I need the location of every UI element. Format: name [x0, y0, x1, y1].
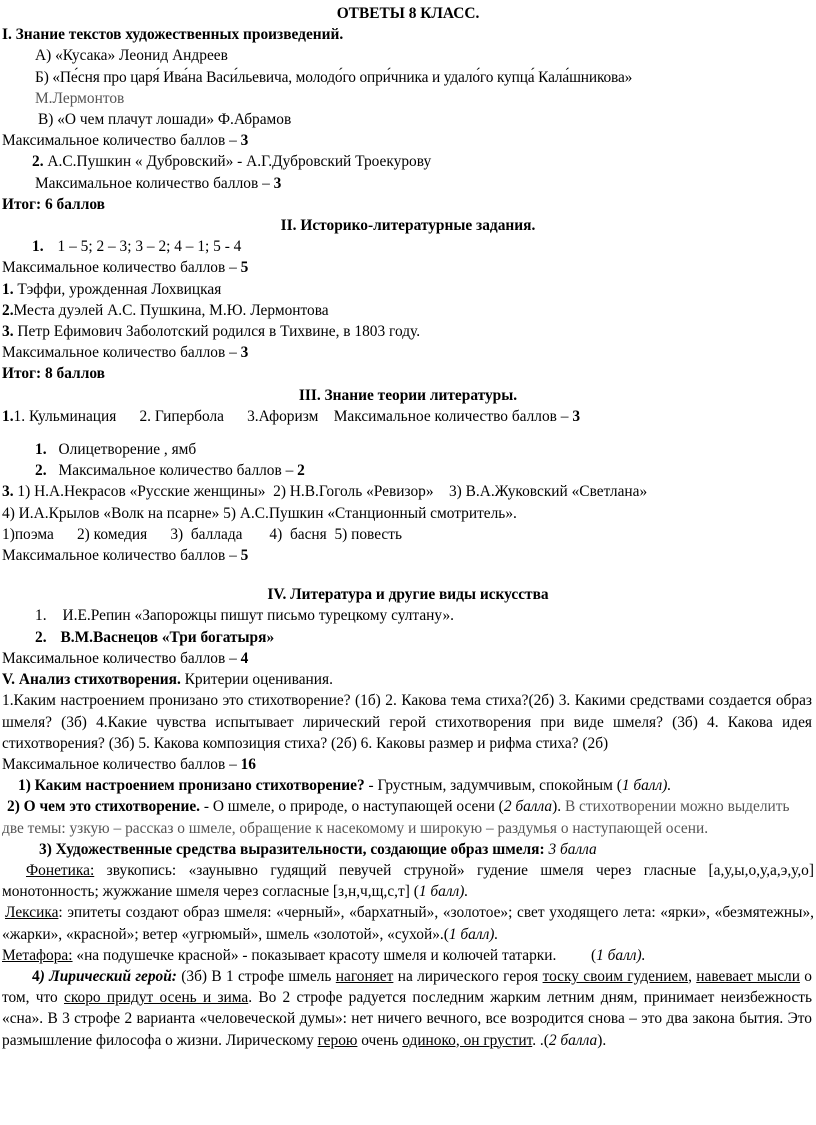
section-2-heading: II. Историко-литературные задания. — [280, 217, 536, 235]
score-text: 2 балла — [548, 1031, 598, 1049]
answer-line — [2, 481, 814, 502]
section-2-total: Итог: 8 баллов — [2, 365, 105, 383]
list-number: 1. — [2, 280, 14, 298]
answer-a: А) «Кусака» Леонид Андреев — [35, 47, 228, 65]
answer-line — [2, 300, 814, 321]
answer-text: - О шмеле, о природе, о наступающей осени ( — [200, 798, 504, 816]
max-score-label: Максимальное количество баллов – — [35, 174, 274, 192]
max-score-line — [2, 173, 814, 194]
underlined-phrase: навевает мысли — [696, 967, 800, 985]
max-score-line — [2, 342, 814, 363]
list-item — [2, 605, 814, 626]
metaphor-paragraph — [2, 945, 814, 966]
matching-text: 1 – 5; 2 – 3; 3 – 2; 4 – 1; 5 - 4 — [57, 238, 242, 256]
list-item — [2, 627, 814, 648]
question-number: 2. — [32, 153, 44, 171]
max-score-value: 5 — [240, 547, 249, 565]
max-score-label: Максимальное количество баллов – — [2, 259, 241, 277]
max-score-line — [2, 648, 814, 669]
phonetics-paragraph — [2, 860, 814, 902]
question-2-text: А.С.Пушкин « Дубровский» - А.Г.Дубровский Троекурову — [43, 153, 432, 171]
answer-text: Места дуэлей А.С. Пушкина, М.Ю. Лермонтова — [13, 301, 329, 319]
question-text: 3) Художественные средства выразительности, создающие образ шмеля: — [39, 840, 545, 858]
answer-text: - Грустным, задумчивым, спокойным ( — [364, 777, 622, 795]
analysis-answer-1 — [2, 775, 814, 796]
page-title: ОТВЕТЫ 8 КЛАСС. — [336, 5, 480, 22]
section-5-title: V. Анализ стихотворения. — [2, 671, 181, 689]
matching-answer — [2, 236, 814, 257]
max-score-value: 2 — [297, 462, 305, 480]
paragraph-text: (3б) В 1 строфе шмель — [176, 967, 336, 985]
max-score-value: 3 — [240, 344, 249, 362]
max-score-label: Максимальное количество баллов – — [2, 547, 241, 565]
paragraph-text: «на подушечке красной» - показывает красоту шмеля и колючей татарки. ( — [72, 946, 597, 964]
analysis-answer-3 — [2, 839, 814, 860]
score-text: 1 балл). — [621, 777, 672, 795]
max-score-value: 5 — [240, 259, 249, 277]
max-score-line — [2, 545, 814, 566]
term-label: Метафора: — [2, 946, 73, 964]
score-text: 1 балл). — [448, 925, 499, 943]
score-text: 3 балла — [544, 840, 597, 858]
paragraph-text: , — [688, 967, 697, 985]
answer-text: 1) Н.А.Некрасов «Русские женщины» 2) Н.В.Гоголь «Ревизор» 3) В.А.Жуковский «Светлана» — [13, 483, 648, 501]
max-score-value: 3 — [572, 407, 581, 425]
answer-line — [2, 406, 814, 427]
underlined-phrase: тоску своим гудением — [542, 967, 689, 985]
list-item-text: Олицетворение , ямб — [58, 441, 197, 459]
section-5-subtitle: Критерии оценивания. — [180, 671, 333, 689]
score-text: 1 балл). — [596, 946, 646, 964]
question-text: ) Лирический герой: — [39, 967, 177, 985]
section-1-heading: I. Знание текстов художественных произведений. — [2, 26, 344, 44]
section-4-heading: IV. Литература и другие виды искусства — [267, 586, 549, 604]
max-score-value: 16 — [240, 755, 256, 773]
answer-line: 1)поэма 2) комедия 3) баллада 4) басня 5) повесть — [2, 525, 403, 543]
underlined-phrase: герою — [317, 1031, 358, 1049]
paragraph-text: : эпитеты создают образ шмеля: «черный», «бархатный», «золотое»; свет уходящего лета: «ярки», «безмятежны», «жарки», «красной»; ветер «угрюмый», шмель «золотой», «сухой».( — [2, 904, 814, 943]
question-number: 4 — [32, 967, 40, 985]
answer-text: Тэффи, урожденная Лохвицкая — [13, 280, 222, 298]
list-number: 1. — [35, 607, 47, 625]
list-number: 3. — [2, 483, 14, 501]
list-item-text: И.Е.Репин «Запорожцы пишут письмо турецкому султану». — [62, 607, 455, 625]
score-text: 2 балла — [503, 798, 553, 816]
section-1-total: Итог: 6 баллов — [2, 195, 105, 213]
underlined-phrase: нагоняет — [335, 967, 394, 985]
max-score-label: Максимальное количество баллов – — [2, 344, 241, 362]
question-2-line — [2, 151, 814, 172]
answer-b: Б) «Пе́сня про царя́ Ива́на Васи́льевича, молодо́го опри́чника и удало́го купца́ Кала́шникова» — [35, 68, 633, 86]
list-number: 2. — [35, 628, 47, 646]
paragraph-text: на лирического героя — [393, 967, 543, 985]
answer-note: В стихотворении можно выделить две темы: узкую – рассказ о шмеле, обращение к насекомому и широкую – раздумья о наступающей осени. — [2, 798, 790, 837]
list-number: 3. — [2, 323, 14, 341]
answer-line: 4) И.А.Крылов «Волк на псарне» 5) А.С.Пушкин «Станционный смотритель». — [2, 504, 517, 522]
answer-text: 1. Кульминация 2. Гипербола 3.Афоризм Максимальное количество баллов – — [13, 407, 573, 425]
answer-b-author: М.Лермонтов — [35, 89, 125, 107]
underlined-phrase: скоро придут осень и зима — [63, 989, 249, 1007]
list-item — [2, 439, 814, 460]
paragraph-text: звукопись: «заунывно гудящий певучей струной» гудение шмеля через гласные [а,у,ы,о,у,а,э,у,о] монотонность; жужжание шмеля через согласные [з,н,ч,щ,с,т] ( — [2, 861, 814, 901]
paragraph-text: . .( — [532, 1031, 549, 1049]
max-score-label: Максимальное количество баллов – — [2, 649, 241, 667]
answer-v: В) «О чем плачут лошади» Ф.Абрамов — [38, 111, 292, 129]
section-3-heading: III. Знание теории литературы. — [298, 386, 518, 404]
criteria-paragraph: 1.Каким настроением пронизано это стихотворение? (1б) 2. Какова тема стиха?(2б) 3. Какими средствами создается образ шмеля? (3б) 4.Какие чувства испытывает лирический герой стихотворения при виде шмеля? (3б) 4. Какова идея стихотворения? (3б) 5. Какова композиция стиха? (2б) 6. Каковы размер и рифма стиха? (2б) — [2, 692, 812, 752]
max-score-line — [2, 130, 814, 151]
analysis-answer-2 — [2, 796, 814, 838]
answer-line — [2, 279, 814, 300]
score-text: 1 балл). — [418, 883, 469, 901]
answer-text: ). — [552, 798, 562, 816]
underlined-phrase: одиноко, он грустит — [402, 1031, 533, 1049]
list-number: 2. — [2, 301, 14, 319]
question-text: 1) Каким настроением пронизано стихотворение? — [18, 777, 365, 795]
list-number: 1. — [35, 441, 47, 459]
lyrical-hero-paragraph — [2, 966, 814, 1051]
term-label: Фонетика: — [26, 861, 95, 879]
list-number: 2. — [35, 462, 47, 480]
list-item-text: Максимальное количество баллов – — [58, 462, 298, 480]
lexicon-paragraph — [2, 902, 814, 944]
max-score-value: 3 — [273, 174, 282, 192]
paragraph-text: . Во 2 строфе радуется последним жарким летним дням, принимает неизбежность «сна». В 3 строфе 2 варианта «человеческой думы»: нет ничего вечного, все возродится снова – это два закона бытия. Это размышление философа о жизни. Лирическому — [2, 989, 813, 1049]
max-score-label: Максимальное количество баллов – — [2, 755, 241, 773]
paragraph-text: ). — [597, 1031, 607, 1049]
max-score-line — [2, 257, 814, 278]
term-label: Лексика — [5, 904, 59, 922]
question-text: 2) О чем это стихотворение. — [7, 798, 201, 816]
paragraph-text: очень — [357, 1031, 403, 1049]
answer-text: Петр Ефимович Заболотский родился в Тихвине, в 1803 году. — [13, 323, 421, 341]
list-number: 1. — [2, 407, 14, 425]
max-score-label: Максимальное количество баллов – — [2, 132, 241, 150]
max-score-line — [2, 754, 814, 775]
section-5-heading — [2, 669, 814, 690]
max-score-value: 4 — [240, 649, 249, 667]
paragraph-text: о том, что — [2, 967, 813, 1007]
answer-line — [2, 321, 814, 342]
max-score-value: 3 — [240, 132, 249, 150]
list-item-text: В.М.Васнецов «Три богатыря» — [60, 628, 275, 646]
list-number: 1. — [32, 238, 44, 256]
list-item — [2, 460, 814, 481]
